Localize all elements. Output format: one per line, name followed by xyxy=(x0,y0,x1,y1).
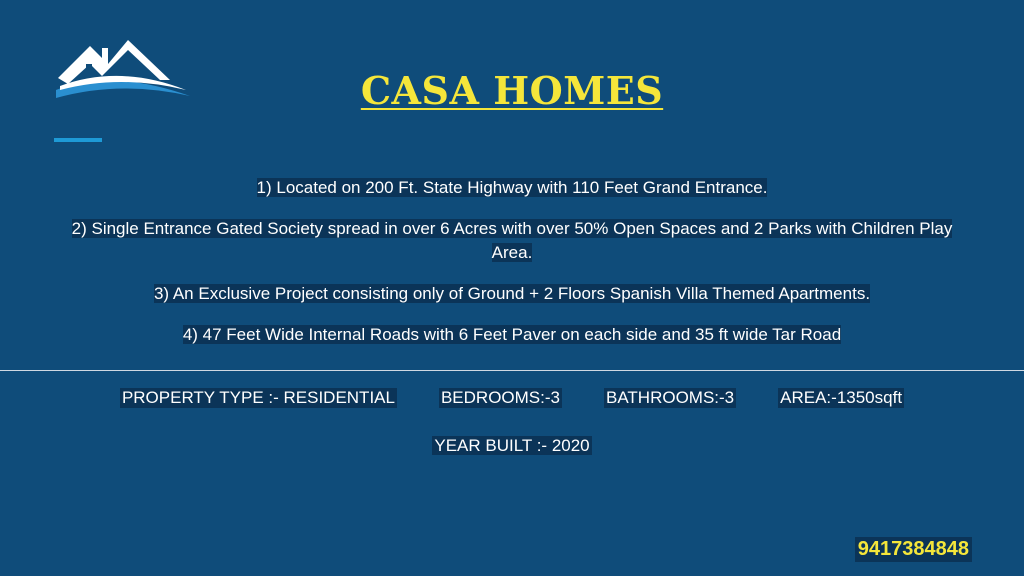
area: AREA:-1350sqft xyxy=(780,388,903,407)
year-built: YEAR BUILT :- 2020 xyxy=(434,436,590,455)
phone-number[interactable]: 9417384848 xyxy=(855,537,972,562)
section-divider xyxy=(0,370,1024,371)
bedrooms: BEDROOMS:-3 xyxy=(440,388,560,407)
bathrooms: BATHROOMS:-3 xyxy=(606,388,735,407)
accent-bar xyxy=(54,138,102,142)
feature-list xyxy=(60,176,964,364)
property-type: PROPERTY TYPE :- RESIDENTIAL xyxy=(121,388,395,407)
page-title: CASA HOMES xyxy=(360,68,664,113)
feature-item: 3) An Exclusive Project consisting only of Ground + 2 Floors Spanish Villa Themed Apartments. xyxy=(153,284,871,303)
feature-item: 2) Single Entrance Gated Society spread in over 6 Acres with over 50% Open Spaces and 2 Parks with Children Play Area. xyxy=(71,219,953,262)
feature-item: 4) 47 Feet Wide Internal Roads with 6 Feet Paver on each side and 35 ft wide Tar Road xyxy=(182,325,842,344)
feature-item: 1) Located on 200 Ft. State Highway with 110 Feet Grand Entrance. xyxy=(256,178,768,197)
property-details xyxy=(0,388,1024,408)
